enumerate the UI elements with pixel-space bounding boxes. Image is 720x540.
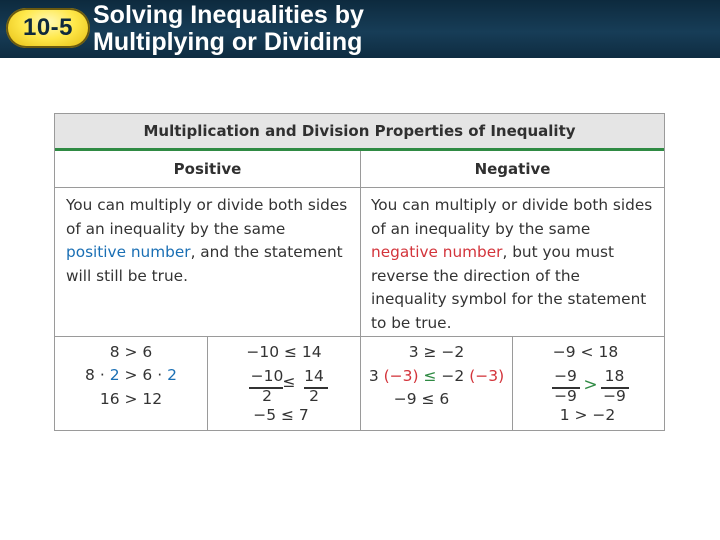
lesson-header <box>0 0 720 58</box>
ex1-multiplier-right: 2 <box>167 366 177 384</box>
ex3-multiplier-right: (−3) <box>469 367 505 385</box>
ex2-divisor-left: 2 <box>262 387 272 405</box>
ex1-line2 <box>55 366 207 384</box>
positive-desc-text: You can multiply or divide both sides of an inequality by the same <box>66 196 348 238</box>
column-header-negative: Negative <box>361 151 664 188</box>
ex2-symbol: ≤ <box>282 373 296 391</box>
ex3-line1 <box>361 343 512 361</box>
ex3-l1c: −2 <box>436 343 465 361</box>
ex4-reversed-symbol: > <box>583 375 598 395</box>
properties-table <box>54 113 665 431</box>
ex3-reversed-symbol: ≤ <box>418 367 442 385</box>
lesson-title-line2: Multiplying or Dividing <box>93 28 363 56</box>
ex3-symbol-before: ≥ <box>423 343 437 361</box>
ex3-line3: −9 ≤ 6 <box>393 390 450 408</box>
lesson-title <box>93 2 553 56</box>
ex4-divisor-left: −9 <box>554 387 577 405</box>
example-positive-multiply <box>55 337 208 430</box>
ex2-numerator-left: −10 <box>250 367 284 385</box>
positive-description <box>55 188 361 337</box>
positive-desc-text-end: , and the statement will still be true. <box>66 243 343 285</box>
negative-desc-text: You can multiply or divide both sides of an inequality by the same <box>371 196 653 238</box>
ex3-multiplier-left: (−3) <box>383 367 419 385</box>
ex1-l2a: 8 · <box>85 366 110 384</box>
ex3-l1a: 3 <box>408 343 424 361</box>
ex4-numerator-right: 18 <box>604 367 625 385</box>
lesson-title-line1: Solving Inequalities by <box>93 1 364 29</box>
ex4-line1: −9 < 18 <box>552 343 619 361</box>
ex2-line3: −5 ≤ 7 <box>253 406 309 424</box>
ex1-l2c: > 6 · <box>119 366 168 384</box>
negative-description <box>361 188 664 337</box>
column-header-positive: Positive <box>55 151 361 188</box>
positive-number-highlight: positive number <box>66 243 191 261</box>
ex2-line1: −10 ≤ 14 <box>246 343 322 361</box>
negative-desc-text-end: , but you must reverse the direction of the inequality symbol for the statement to be true. <box>371 243 647 332</box>
table-title: Multiplication and Division Properties of Inequality <box>55 114 664 151</box>
example-negative-divide <box>513 337 664 430</box>
ex1-line1: 8 > 6 <box>109 343 153 361</box>
ex2-divisor-right: 2 <box>309 387 319 405</box>
ex4-line3: 1 > −2 <box>559 406 616 424</box>
example-positive-divide <box>208 337 361 430</box>
ex4-numerator-left: −9 <box>554 367 577 385</box>
lesson-number: 10-5 <box>22 14 74 41</box>
ex4-divisor-right: −9 <box>603 387 626 405</box>
lesson-number-badge <box>6 8 90 48</box>
ex3-l2a: 3 <box>368 367 384 385</box>
ex1-line3: 16 > 12 <box>99 390 163 408</box>
ex3-l2d: −2 <box>441 367 470 385</box>
ex2-numerator-right: 14 <box>304 367 324 385</box>
negative-number-highlight: negative number <box>371 243 503 261</box>
ex1-multiplier-left: 2 <box>109 366 120 384</box>
